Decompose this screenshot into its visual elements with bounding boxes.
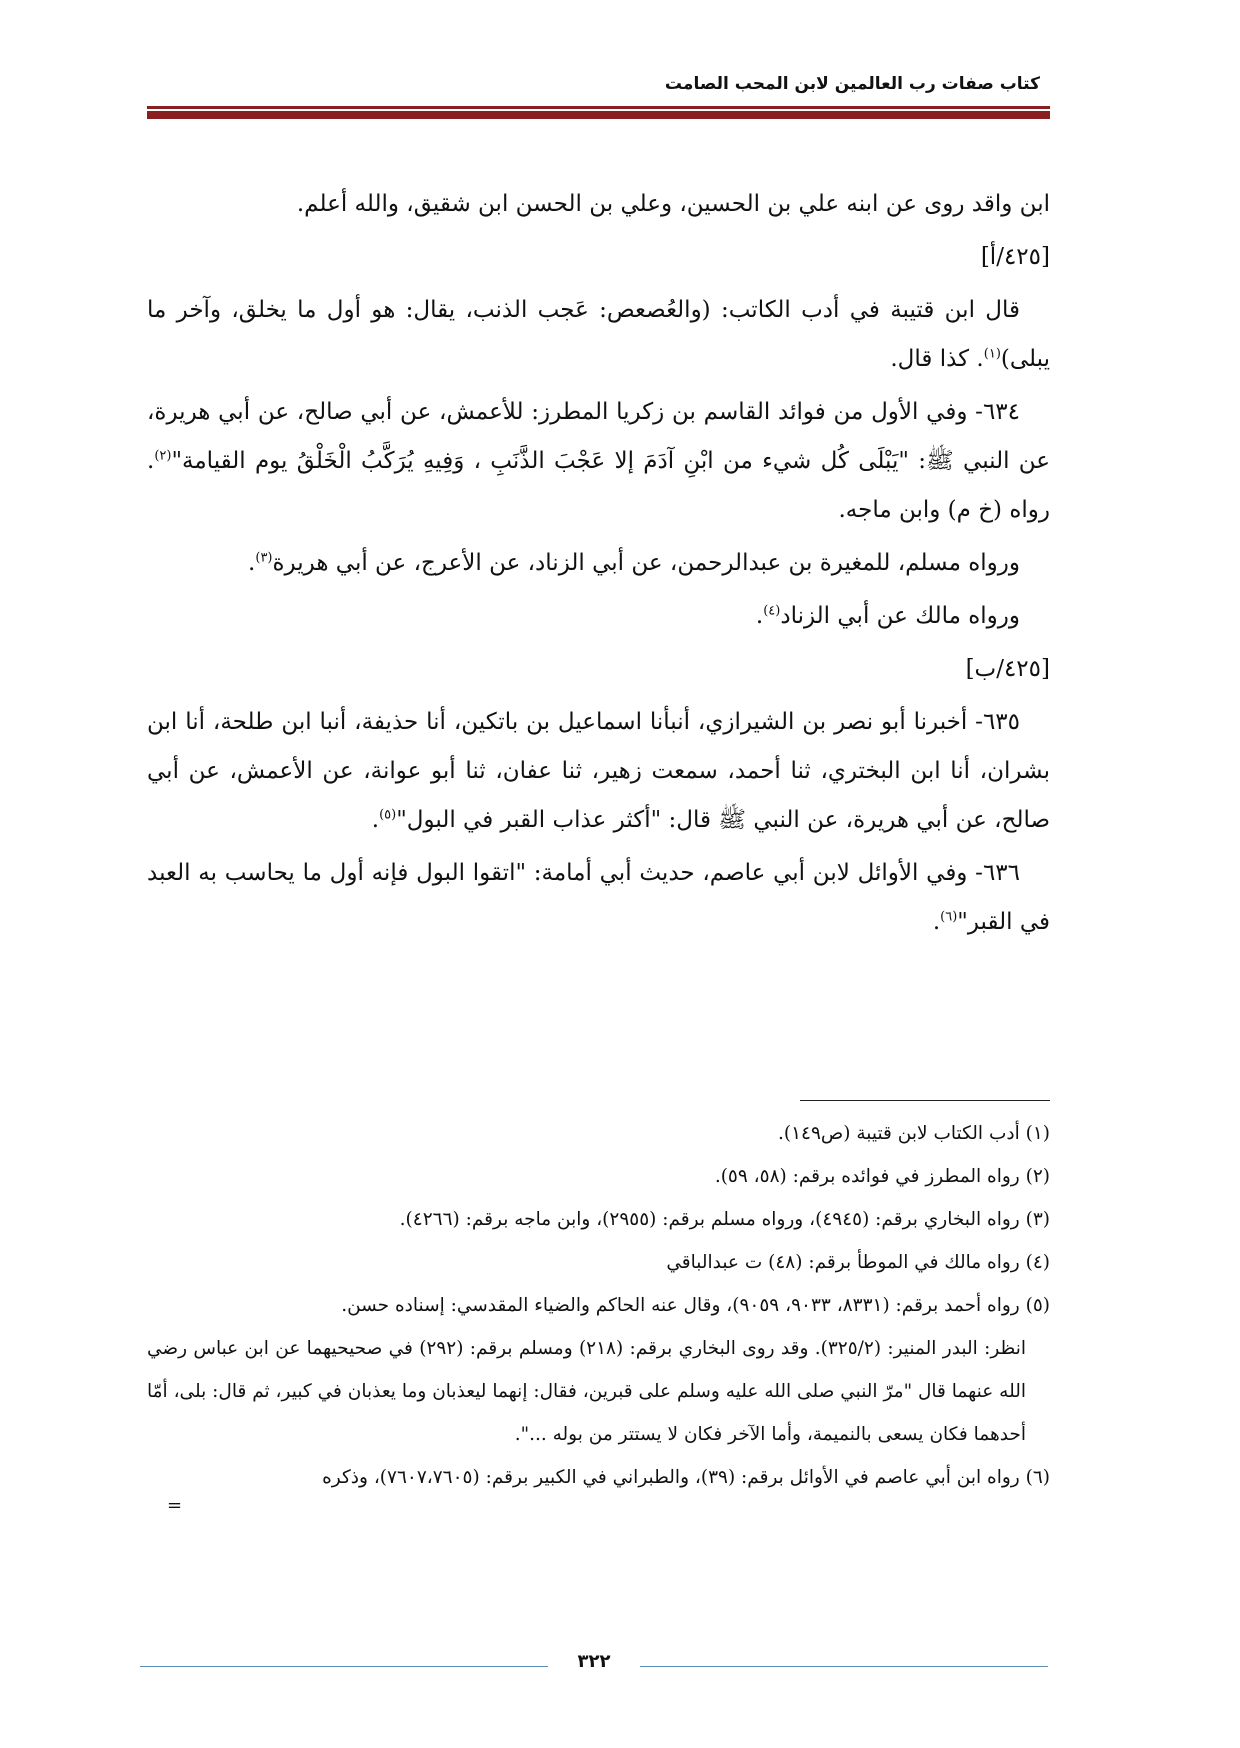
folio-marker-1-text: [٤٢٥/أ]	[980, 244, 1050, 270]
footnote-5: (٥) رواه أحمد برقم: (٨٣٣١، ٩٠٣٣، ٩٠٥٩)، وقال عنه الحاكم والضياء المقدسي: إسناده حسن.	[341, 1295, 1050, 1316]
footnote-ref-5[interactable]: (٥)	[379, 807, 397, 823]
footnotes	[147, 1112, 1050, 1516]
footnote-ref-3[interactable]: (٣)	[255, 550, 273, 566]
paragraph-635	[147, 698, 1050, 845]
footnote-ref-6[interactable]: (٦)	[940, 909, 958, 925]
paragraph-2	[147, 286, 1050, 384]
paragraph-634	[147, 388, 1050, 535]
running-header-title: كتاب صفات رب العالمين لابن المحب الصامت	[664, 74, 1040, 94]
footnote-2: (٢) رواه المطرز في فوائده برقم: (٥٨، ٥٩).	[714, 1166, 1050, 1187]
footnote-3: (٣) رواه البخاري برقم: (٤٩٤٥)، ورواه مسلم برقم: (٢٩٥٥)، وابن ماجه برقم: (٤٢٦٦).	[399, 1209, 1050, 1230]
paragraph-636-end: .	[932, 909, 941, 935]
paragraph-muslim-text: ورواه مسلم، للمغيرة بن عبدالرحمن، عن أبي الزناد، عن الأعرج، عن أبي هريرة	[272, 550, 1020, 576]
paragraph-1	[147, 180, 1050, 229]
footnote-5-continuation: انظر: البدر المنير: (٣٢٥/٢). وقد روى البخاري برقم: (٢١٨) ومسلم برقم: (٢٩٢) في صحيحيهما عن ابن عباس رضي الله عنهما قال "مرّ النبي صلى الله عليه وسلم على قبرين، فقال: إنهما ليعذبان وما يعذبان في كبير، ثم قال: بلى، أمّا أحدهما فكان يسعى بالنميمة، وأما الآخر فكان لا يستتر من بوله ...".	[147, 1338, 1026, 1445]
footnote-4: (٤) رواه مالك في الموطأ برقم: (٤٨) ت عبدالباقي	[666, 1252, 1050, 1273]
page-number: ٣٢٢	[577, 1651, 611, 1672]
footer-rule-left	[140, 1666, 548, 1667]
folio-marker-1	[147, 233, 1050, 282]
paragraph-1-text: ابن واقد روى عن ابنه علي بن الحسين، وعلي بن الحسن ابن شقيق، والله أعلم.	[296, 191, 1050, 217]
paragraph-635-text: ٦٣٥- أخبرنا أبو نصر بن الشيرازي، أنبأنا اسماعيل بن باتكين، أنا حذيفة، أنبا ابن طلحة، أنا ابن بشران، أنا ابن البختري، ثنا أحمد، سمعت زهير، ثنا عفان، ثنا أبو عوانة، عن الأعمش، عن أبي صالح، عن أبي هريرة، عن النبي ﷺ قال: "أكثر عذاب القبر في البول"	[147, 709, 1050, 833]
footnote-1: (١) أدب الكتاب لابن قتيبة (ص١٤٩).	[778, 1123, 1050, 1144]
folio-marker-2	[147, 645, 1050, 694]
folio-marker-2-text: [٤٢٥/ب]	[965, 656, 1050, 682]
paragraph-634-text: ٦٣٤- وفي الأول من فوائد القاسم بن زكريا المطرز: للأعمش، عن أبي صالح، عن أبي هريرة، عن النبي ﷺ: "يَبْلَى كُل شيء من ابْنِ آدَمَ إلا عَجْبَ الذَّنَبِ ، وَفِيهِ يُرَكَّبُ الْخَلْقُ يوم القيامة"	[147, 399, 1050, 474]
footnote-6: (٦) رواه ابن أبي عاصم في الأوائل برقم: (٣٩)، والطبراني في الكبير برقم: (٧٦٠٧،٧٦٠٥)، وذكره	[322, 1467, 1050, 1488]
paragraph-634-end: . رواه (خ م) وابن ماجه.	[147, 448, 1050, 523]
paragraph-636	[147, 849, 1050, 947]
main-text	[147, 180, 1050, 951]
footnote-separator	[800, 1100, 1050, 1101]
paragraph-muslim-end: .	[248, 550, 256, 576]
paragraph-2-text: قال ابن قتيبة في أدب الكاتب: (والعُصعص: عَجب الذنب، يقال: هو أول ما يخلق، وآخر ما يبلى)	[147, 297, 1050, 372]
paragraph-muslim	[147, 539, 1050, 588]
header-rule-thick	[147, 111, 1050, 119]
paragraph-malik-text: ورواه مالك عن أبي الزناد	[780, 603, 1020, 629]
header-rule-thin	[147, 106, 1050, 109]
footnote-continue-mark: =	[167, 1495, 183, 1516]
footer-rule-right	[640, 1666, 1048, 1667]
paragraph-malik	[147, 592, 1050, 641]
footnote-ref-4[interactable]: (٤)	[763, 603, 781, 619]
paragraph-malik-end: .	[755, 603, 764, 629]
paragraph-635-end: .	[371, 807, 380, 833]
footnote-ref-1[interactable]: (١)	[983, 346, 1001, 362]
paragraph-2-end: . كذا قال.	[890, 346, 984, 372]
paragraph-636-text: ٦٣٦- وفي الأوائل لابن أبي عاصم، حديث أبي أمامة: "اتقوا البول فإنه أول ما يحاسب به العبد في القبر"	[147, 860, 1050, 935]
footnote-ref-2[interactable]: (٢)	[154, 448, 172, 464]
